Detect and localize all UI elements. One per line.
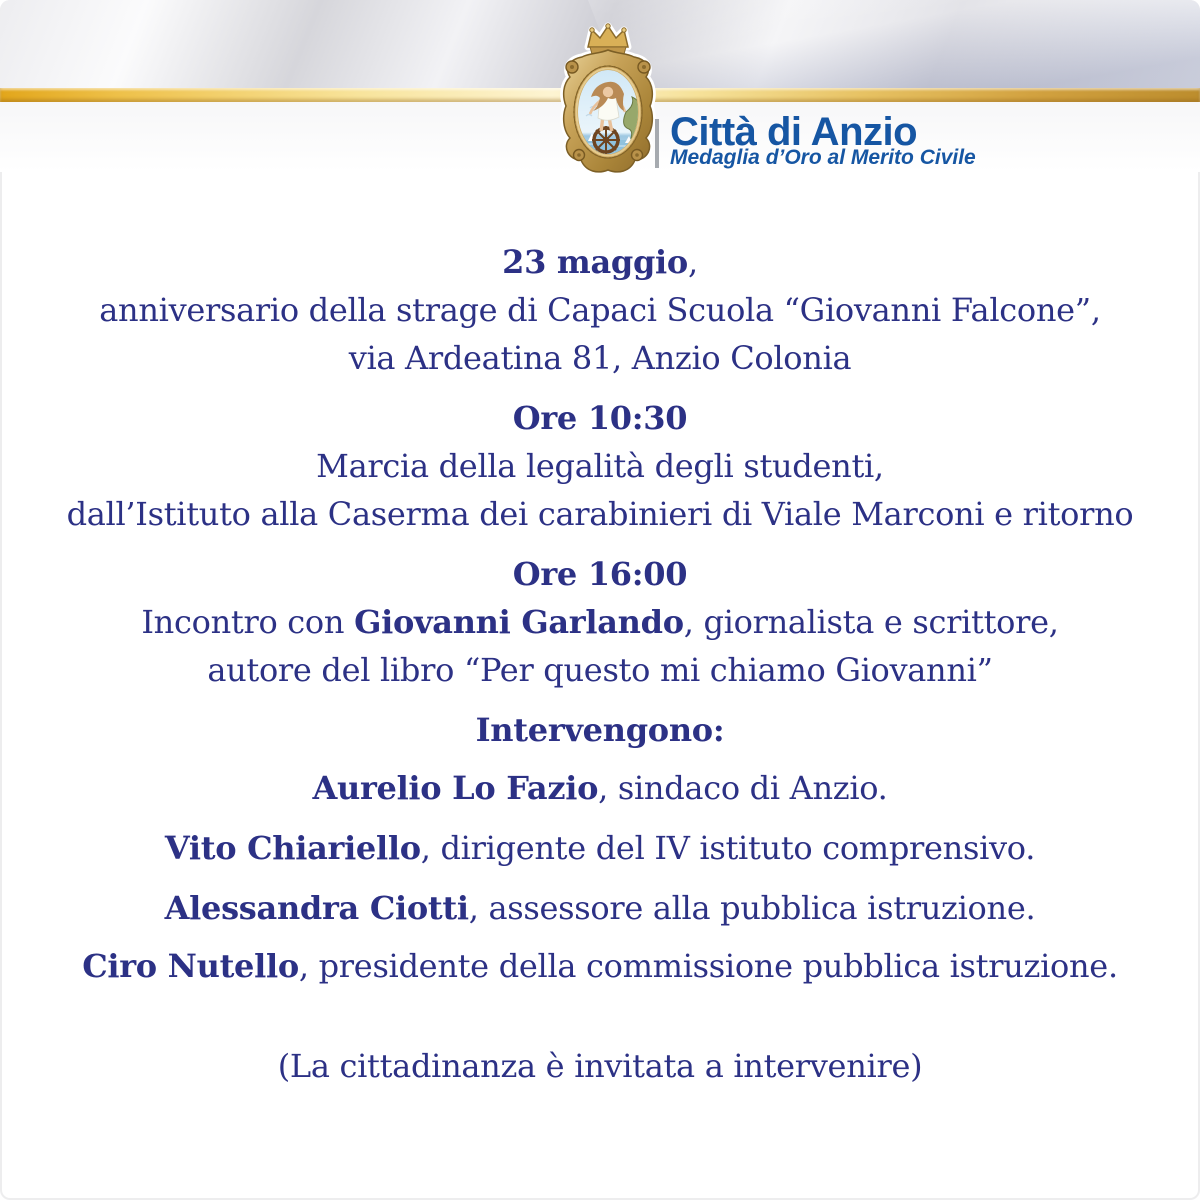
speaker-name: Ciro Nutello <box>82 947 299 985</box>
speaker-line <box>0 828 1200 868</box>
afternoon-activity-line1: Incontro con Giovanni Garlando, giornalista e scrittore, <box>141 603 1059 641</box>
anzio-crest-icon <box>546 20 670 180</box>
speaker-line <box>0 946 1200 986</box>
morning-activity-line1: Marcia della legalità degli studenti, <box>316 447 884 485</box>
event-date-heading: 23 maggio, <box>502 243 698 281</box>
event-date: 23 maggio <box>502 243 688 281</box>
municipality-title: Città di Anzio <box>670 110 918 154</box>
speaker-role: , assessore alla pubblica istruzione. <box>468 889 1036 927</box>
speaker-name: Alessandra Ciotti <box>164 889 469 927</box>
speaker-role: , dirigente del IV istituto comprensivo. <box>420 829 1036 867</box>
speaker-name: Vito Chiariello <box>164 829 421 867</box>
logo-divider <box>655 119 659 168</box>
speaker-name: Aurelio Lo Fazio <box>312 769 599 807</box>
guest-name: Giovanni Garlando <box>354 603 684 641</box>
speaker-role: , presidente della commissione pubblica istruzione. <box>298 947 1118 985</box>
afternoon-activity-line2: autore del libro “Per questo mi chiamo Giovanni” <box>207 651 993 689</box>
morning-activity-line2: dall’Istituto alla Caserma dei carabinieri di Viale Marconi e ritorno <box>66 495 1134 533</box>
speaker-role: , sindaco di Anzio. <box>598 769 888 807</box>
speaker-line <box>0 768 1200 808</box>
event-occasion-line: anniversario della strage di Capaci Scuola “Giovanni Falcone”, <box>99 291 1101 329</box>
morning-time-heading: Ore 10:30 <box>512 399 688 437</box>
closing-note: (La cittadinanza è invitata a intervenire) <box>277 1047 923 1085</box>
speaker-line <box>0 888 1200 928</box>
event-details <box>0 242 1200 1086</box>
municipality-motto: Medaglia d’Oro al Merito Civile <box>670 146 976 169</box>
event-venue-line: via Ardeatina 81, Anzio Colonia <box>348 339 852 377</box>
speakers-heading: Intervengono: <box>475 711 725 749</box>
afternoon-time-heading: Ore 16:00 <box>512 555 688 593</box>
